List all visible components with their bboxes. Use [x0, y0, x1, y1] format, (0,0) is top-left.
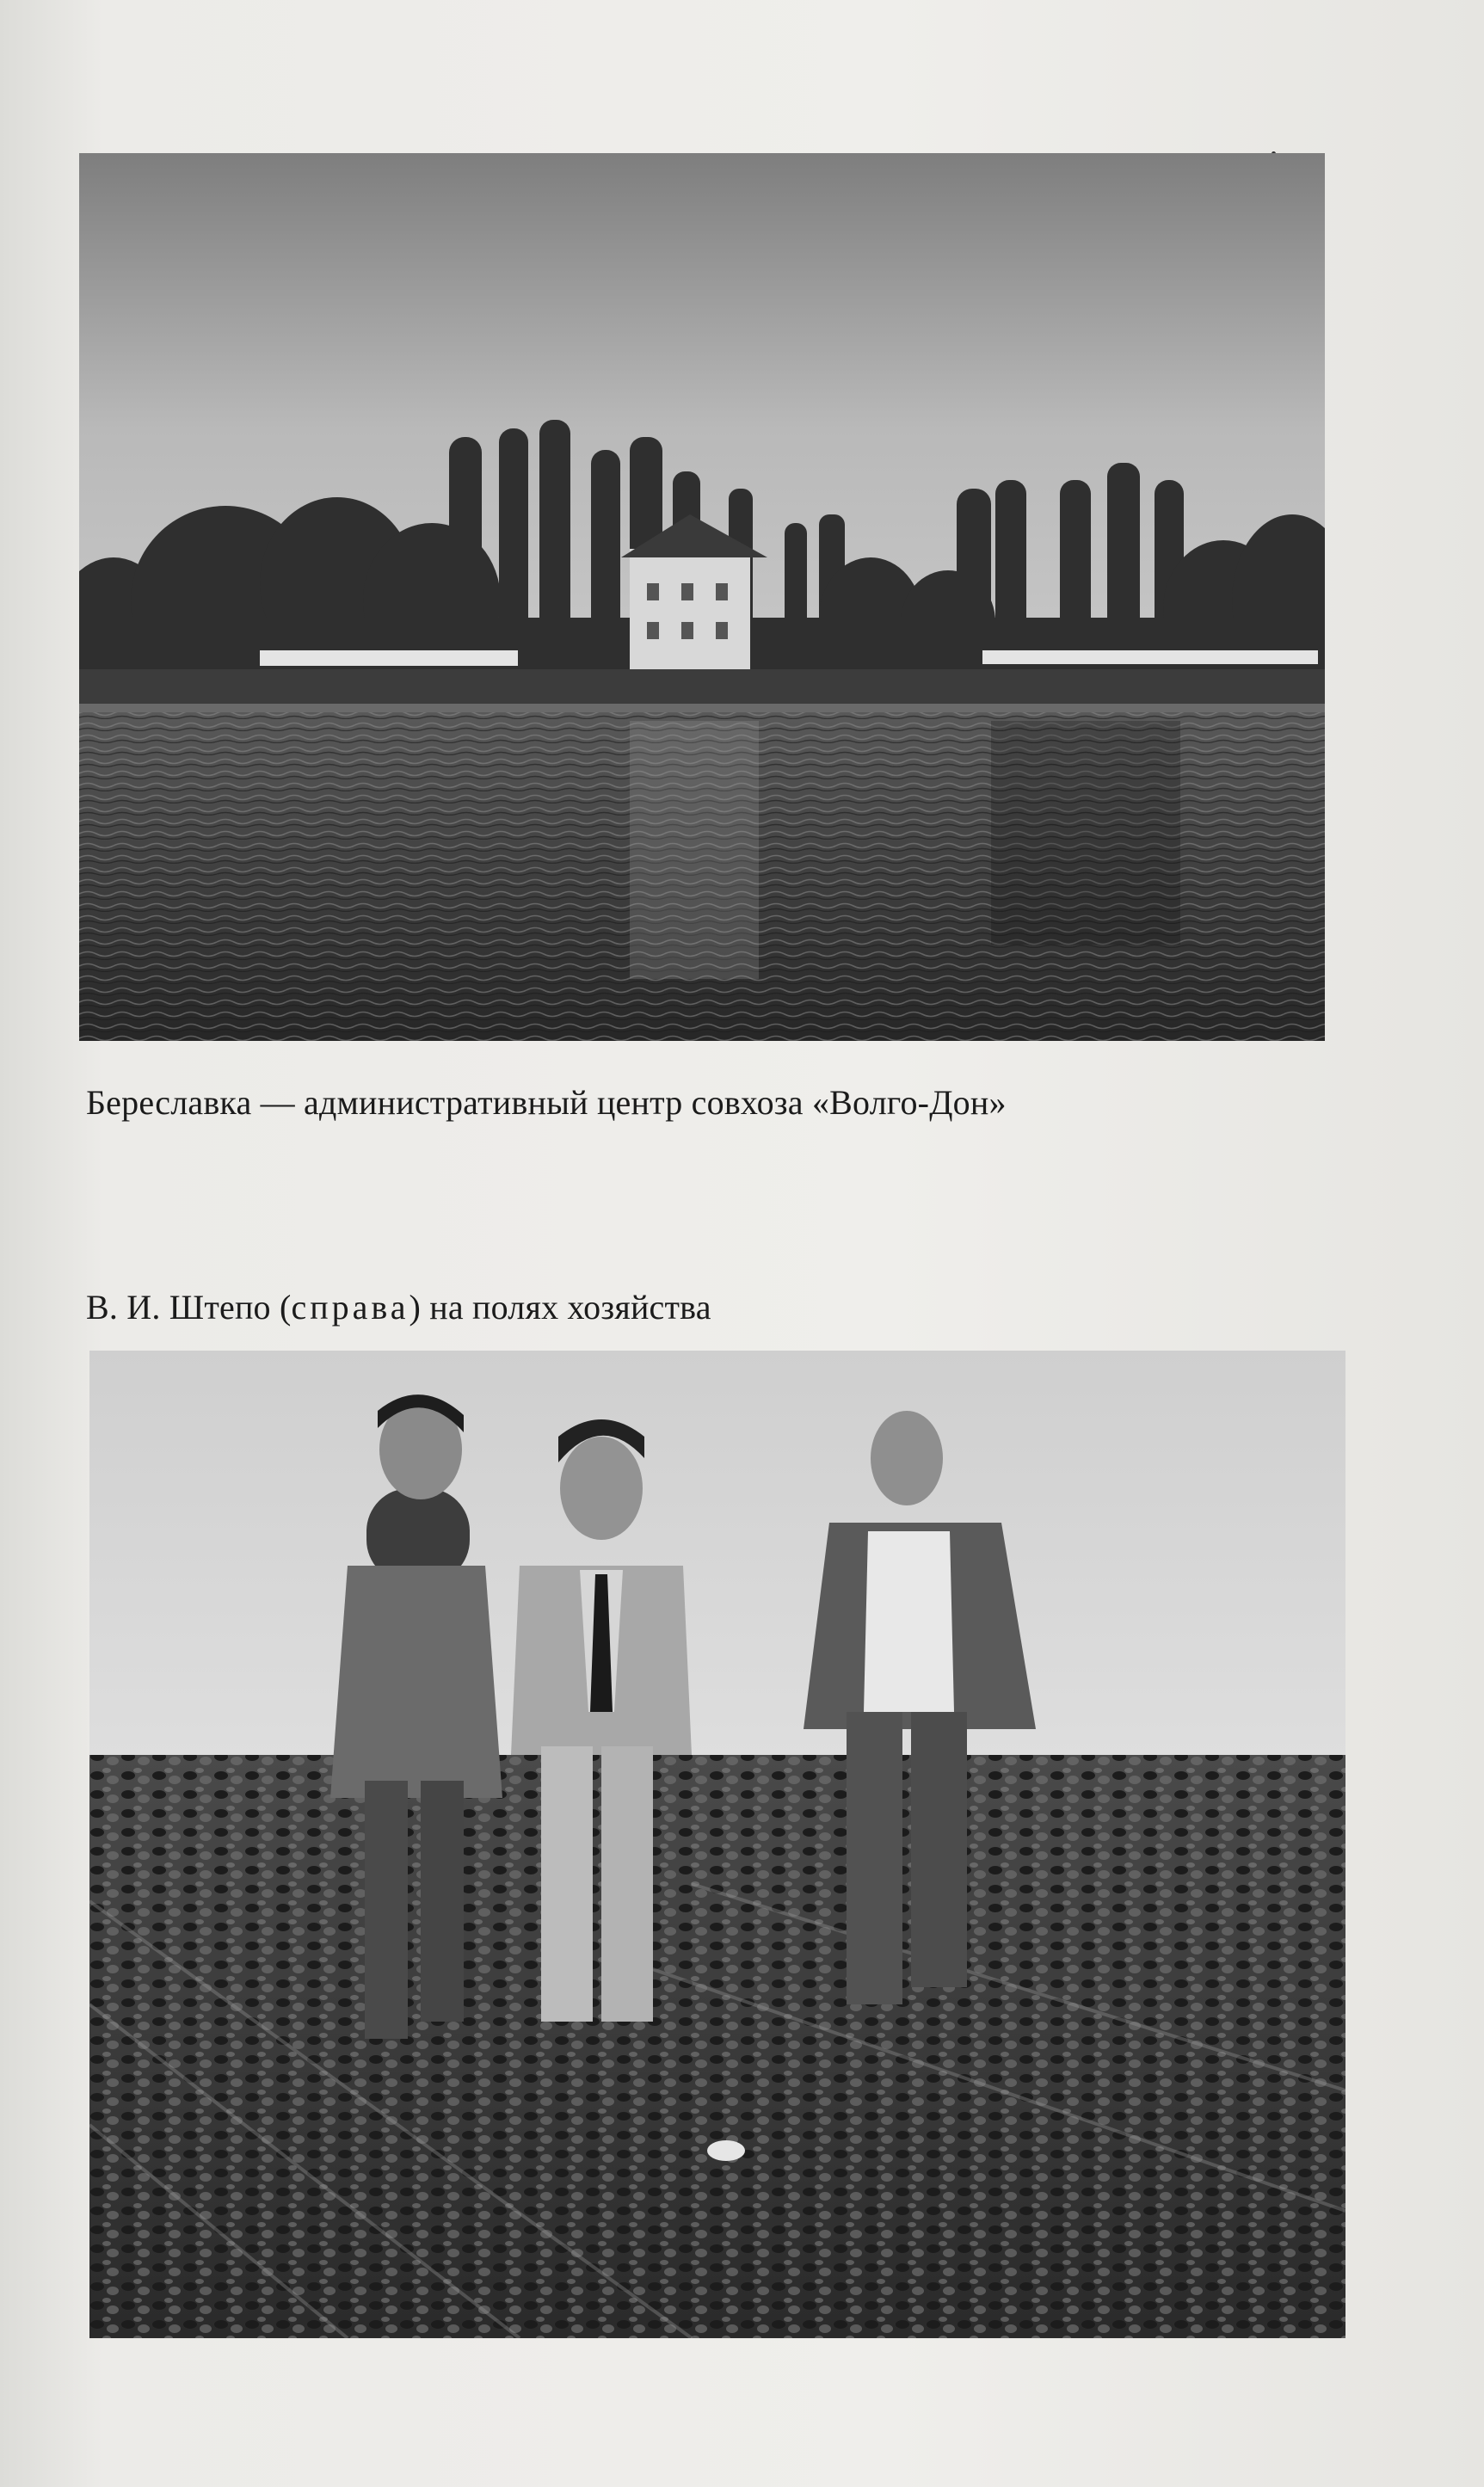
lake-photo-image — [79, 153, 1325, 1041]
caption-rest: на полях хозяйства — [429, 1288, 711, 1327]
caption-paren-open: ( — [279, 1288, 292, 1327]
field-photo-caption — [86, 1287, 711, 1328]
lake-photo — [79, 153, 1325, 1041]
lake-photo-caption: Береславка — административный центр совхоза «Волго-Дон» — [86, 1083, 1007, 1122]
field-photo — [89, 1351, 1345, 2338]
caption-person-name: В. И. Штепо — [86, 1288, 271, 1327]
caption-emphasis: справа — [291, 1288, 409, 1327]
caption-paren-close: ) — [409, 1288, 422, 1327]
field-photo-image — [89, 1351, 1345, 2338]
